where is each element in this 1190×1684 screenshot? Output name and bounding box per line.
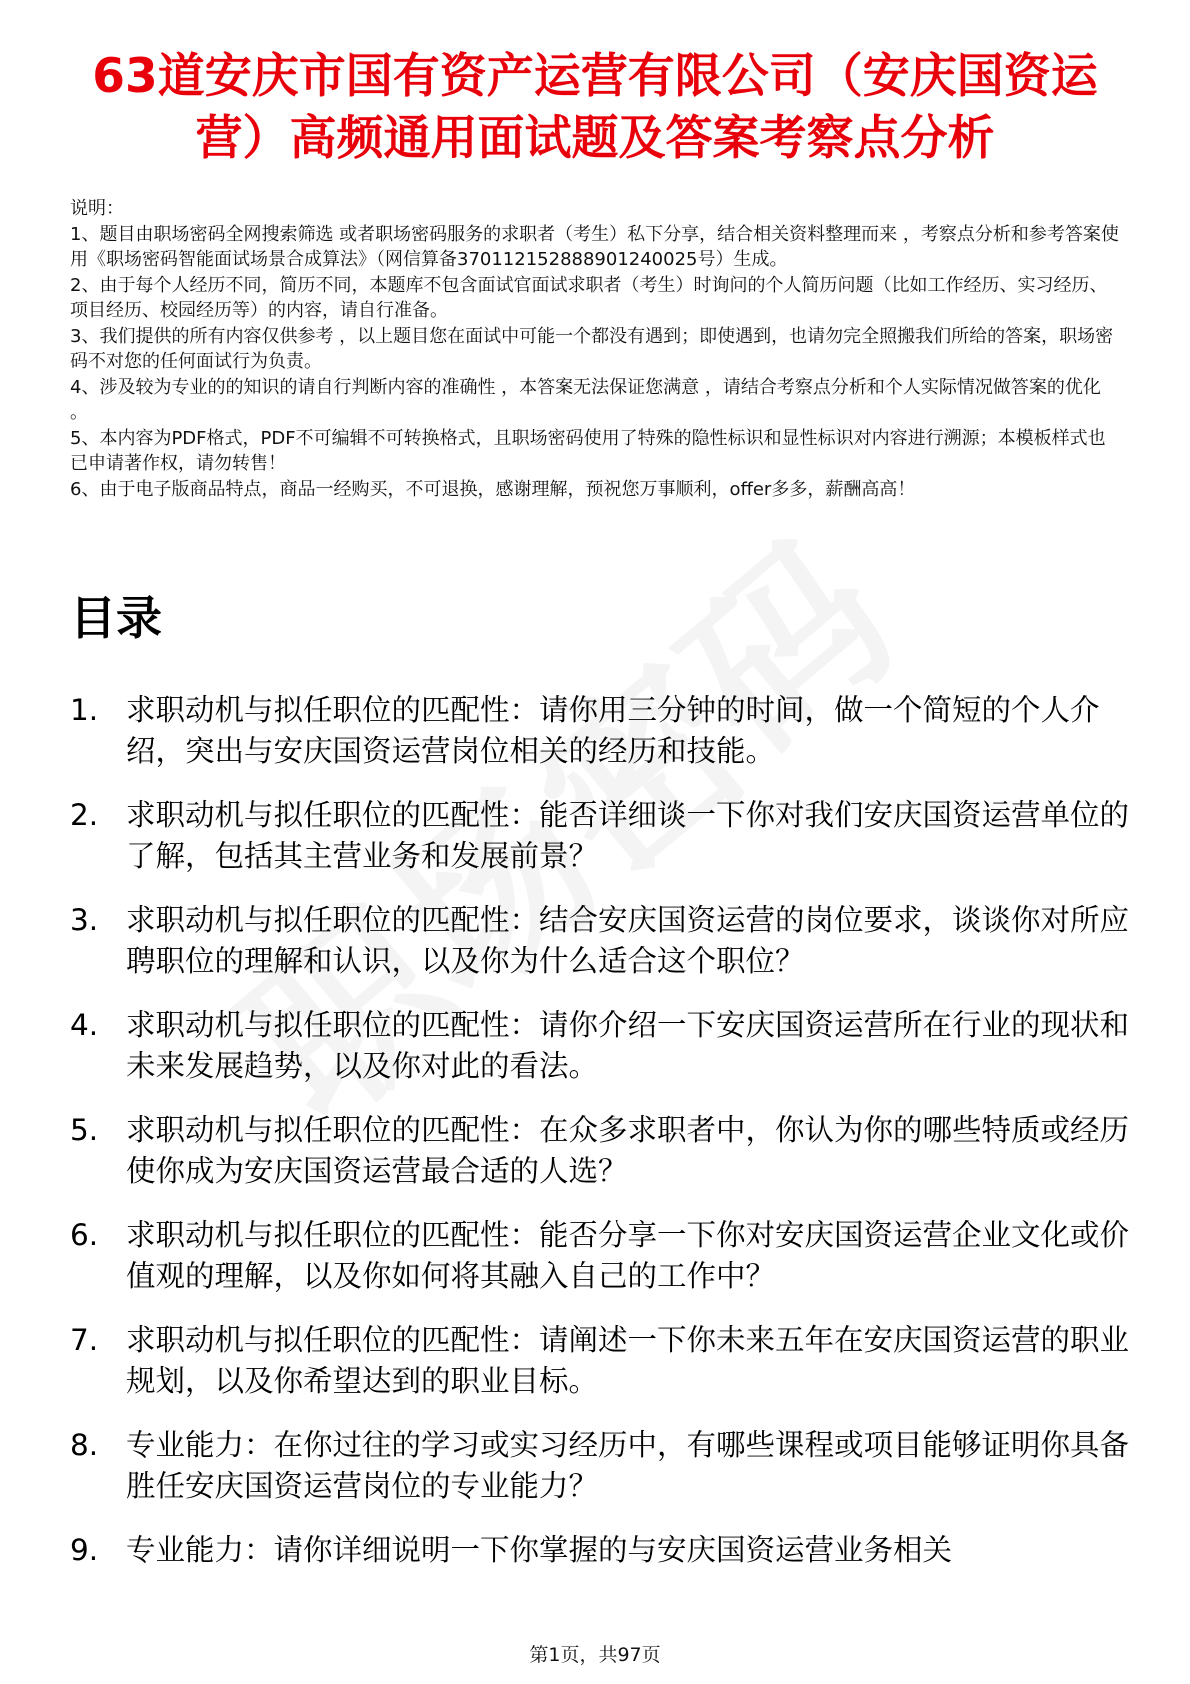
page-footer: 第1页，共97页 [529,1644,661,1666]
toc-item-number: 4. [70,1008,99,1042]
toc-item-number: 7. [70,1323,99,1357]
toc-item[interactable] [70,1425,1130,1506]
toc-item-text[interactable]: 求职动机与拟任职位的匹配性：请阐述一下你未来五年在安庆国资运营的职业规划，以及你希望达到的职业目标。 [126,1323,1130,1398]
toc-list [70,690,1130,1571]
toc-item[interactable] [70,1005,1130,1086]
toc-item-text[interactable]: 专业能力：在你过往的学习或实习经历中，有哪些课程或项目能够证明你具备胜任安庆国资运营岗位的专业能力？ [126,1428,1130,1503]
toc-item-text[interactable]: 求职动机与拟任职位的匹配性：请你用三分钟的时间，做一个简短的个人介绍，突出与安庆国资运营岗位相关的经历和技能。 [126,693,1100,768]
toc-item-text[interactable]: 专业能力：请你详细说明一下你掌握的与安庆国资运营业务相关 [126,1533,953,1567]
notes-heading: 说明： [70,198,124,219]
toc-item-text[interactable]: 求职动机与拟任职位的匹配性：能否详细谈一下你对我们安庆国资运营单位的了解，包括其主营业务和发展前景？ [126,798,1130,873]
notes-item: 6、由于电子版商品特点，商品一经购买，不可退换，感谢理解，预祝您万事顺利，offer多多，薪酬高高！ [70,478,916,500]
toc-item-text[interactable]: 求职动机与拟任职位的匹配性：请你介绍一下安庆国资运营所在行业的现状和未来发展趋势，以及你对此的看法。 [126,1008,1130,1083]
toc-item-number: 3. [70,903,99,937]
toc-heading: 目录 [70,591,162,645]
toc-item[interactable] [70,1215,1130,1296]
notes-item: 1、题目由职场密码全网搜索筛选 或者职场密码服务的求职者（考生）私下分享，结合相关资料整理而来 ，考察点分析和参考答案使用《职场密码智能面试场景合成算法》（网信算备370112152888901240025号）生成。 [70,223,1119,270]
notes-section [70,196,1120,502]
notes-item: 5、本内容为PDF格式，PDF不可编辑不可转换格式，且职场密码使用了特殊的隐性标识和显性标识对内容进行溯源；本模板样式也已申请著作权，请勿转售！ [70,427,1106,474]
page-title: 63道安庆市国有资产运营有限公司（安庆国资运营）高频通用面试题及答案考察点分析 [92,49,1098,166]
toc-item-number: 9. [70,1533,99,1567]
toc-item-text[interactable]: 求职动机与拟任职位的匹配性：结合安庆国资运营的岗位要求，谈谈你对所应聘职位的理解和认识，以及你为什么适合这个职位？ [126,903,1130,978]
toc-item[interactable] [70,690,1130,771]
toc-item-text[interactable]: 求职动机与拟任职位的匹配性：能否分享一下你对安庆国资运营企业文化或价值观的理解，以及你如何将其融入自己的工作中？ [126,1218,1130,1293]
toc-item[interactable] [70,1530,1130,1571]
toc-item[interactable] [70,1320,1130,1401]
toc-item-number: 6. [70,1218,99,1252]
notes-item: 2、由于每个人经历不同，简历不同，本题库不包含面试官面试求职者（考生）时询问的个人简历问题（比如工作经历、实习经历、项目经历、校园经历等）的内容，请自行准备。 [70,274,1108,321]
toc-item[interactable] [70,900,1130,981]
toc-item-number: 8. [70,1428,99,1462]
toc-item-number: 2. [70,798,99,832]
toc-item[interactable] [70,1110,1130,1191]
toc-item-text[interactable]: 求职动机与拟任职位的匹配性：在众多求职者中，你认为你的哪些特质或经历使你成为安庆国资运营最合适的人选？ [126,1113,1130,1188]
toc-item-number: 1. [70,693,99,727]
toc-item[interactable] [70,795,1130,876]
notes-item: 4、涉及较为专业的的知识的请自行判断内容的准确性 ，本答案无法保证您满意 ，请结合考察点分析和个人实际情况做答案的优化 。 [70,376,1101,423]
notes-item: 3、我们提供的所有内容仅供参考 ，以上题目您在面试中可能一个都没有遇到；即使遇到，也请勿完全照搬我们所给的答案，职场密码不对您的任何面试行为负责。 [70,325,1114,372]
toc-item-number: 5. [70,1113,99,1147]
